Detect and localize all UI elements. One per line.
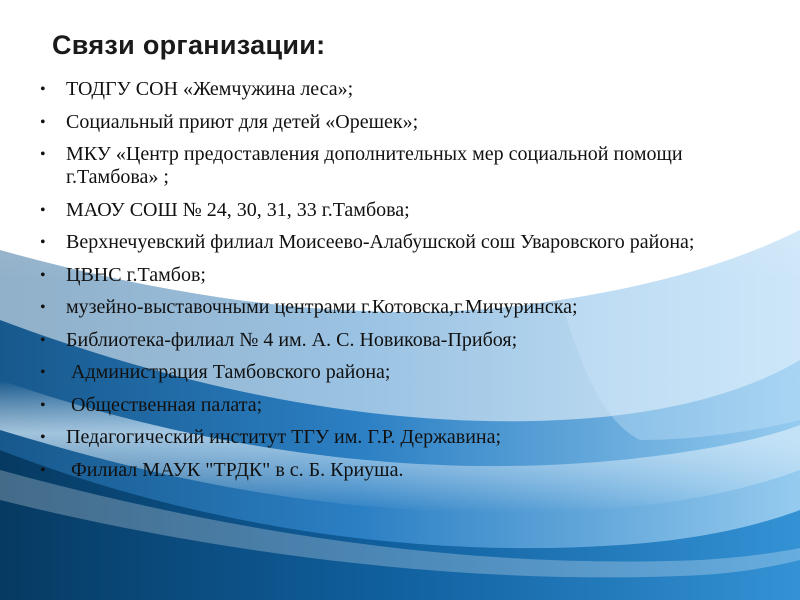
bullet-icon: • — [40, 429, 46, 446]
bullet-icon: • — [40, 461, 46, 479]
bullet-icon: • — [40, 146, 46, 163]
organizations-list — [40, 78, 770, 491]
bullet-icon: • — [40, 364, 46, 381]
bullet-icon: • — [40, 266, 46, 284]
bullet-icon: • — [40, 331, 46, 349]
list-item-text: Филиал МАУК "ТРДК" в с. Б. Криуша. — [71, 458, 404, 481]
list-item-text: Общественная палата; — [71, 393, 263, 416]
list-item — [40, 264, 770, 287]
list-item — [40, 426, 770, 449]
list-item-text: Администрация Тамбовского района; — [71, 361, 391, 383]
list-item — [40, 199, 770, 222]
list-item-text: музейно-выставочными центрами г.Котовска,г.Мичуринска; — [66, 296, 578, 318]
list-item-text: ЦВНС г.Тамбов; — [66, 263, 206, 286]
list-item-text: МАОУ СОШ № 24, 30, 31, 33 г.Тамбова; — [66, 198, 410, 221]
bullet-icon: • — [40, 396, 46, 414]
list-item — [40, 459, 770, 482]
list-item-text: Социальный приют для детей «Орешек»; — [66, 110, 419, 133]
list-item — [40, 143, 770, 189]
bullet-icon: • — [40, 81, 46, 98]
bullet-icon: • — [40, 113, 46, 131]
bullet-icon: • — [40, 299, 46, 316]
list-item — [40, 111, 770, 134]
list-item — [40, 329, 770, 352]
list-item — [40, 296, 770, 319]
bullet-icon: • — [40, 201, 46, 219]
list-item — [40, 394, 770, 417]
bullet-icon: • — [40, 234, 46, 251]
list-item — [40, 231, 770, 254]
slide-title: Связи организации: — [52, 30, 326, 60]
list-item-text: Верхнечуевский филиал Моисеево-Алабушской сош Уваровского района; — [66, 231, 695, 253]
list-item — [40, 361, 770, 384]
list-item-text: ТОДГУ СОН «Жемчужина леса»; — [66, 78, 354, 100]
list-item-text: Библиотека-филиал № 4 им. А. С. Новикова-Прибоя; — [66, 328, 518, 351]
list-item-text: МКУ «Центр предоставления дополнительных мер социальной помощи г.Тамбова» ; — [66, 143, 683, 188]
list-item — [40, 78, 770, 101]
list-item-text: Педагогический институт ТГУ им. Г.Р. Державина; — [66, 426, 502, 448]
